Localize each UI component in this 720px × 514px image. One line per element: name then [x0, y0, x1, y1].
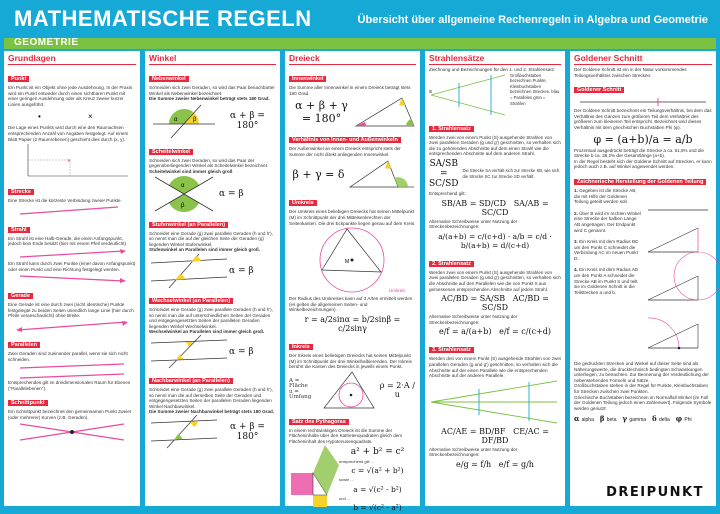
- text-regel: In der Regel besteht sich der Goldene Schnitt auf Strecken, er kann jedoch auch z.B. auf Winkel angewendet werden.: [574, 158, 712, 170]
- text-schnittpunkt: Ein Schnittpunkt bezeichnet den gemeinsamen Punkt zweier (oder mehrerer) Kurven (z.B. Geraden).: [8, 409, 132, 420]
- formula-s3-b: e/g = f/h e/f = g/h: [456, 459, 534, 469]
- alt-s1: Alternative Schreibweise unter Nutzung der Streckenbezeichnungen:: [429, 218, 518, 230]
- svg-text:S: S: [429, 88, 433, 94]
- rule-nebenwinkel: Die Summe zweier Nebenwinkel beträgt stets 180 Grad.: [149, 96, 270, 102]
- step-1: 1. Gegeben ist die Strecke AB, die mit Hilfe der Goldenen Teilung geteilt werden soll.: [574, 187, 637, 205]
- text-punkt: Ein Punkt ist ein Objekt ohne jede Ausdehnung. In der Praxis wird ein Punkt entweder durch einen sichtbaren Punkt mit einer geringen Ausdehnung oder als Kreuz zweier kurzer Linien ausgeführt.: [8, 85, 133, 107]
- formula-s1: SA/SB = SC/SD: [429, 158, 459, 189]
- svg-text:M: M: [345, 259, 350, 266]
- formula-wechselwinkel: α = β: [229, 346, 254, 357]
- alt-s3: Alternative Schreibweise unter Nutzung der Streckenbezeichnungen:: [429, 446, 518, 458]
- formula-stufenwinkel: α = β: [229, 265, 254, 276]
- rule-scheitelwinkel: Scheitelwinkel sind immer gleich groß: [149, 168, 233, 174]
- text-gerade: Eine Gerade ist eine durch zwei (nicht identische) Punkte festgelegte zu beiden Seiten unendlich lange Linie (hier durch Pfeile veranschaulicht) ohne Breite.: [8, 302, 134, 319]
- greek-alpha: α alpha: [574, 414, 594, 424]
- svg-text:•: •: [38, 112, 41, 122]
- text-parallelen: Zwei Geraden sind zueinander parallel, wenn sie sich nicht schneiden.: [8, 350, 128, 362]
- formula-nachbarwinkel: α + β = 180°: [230, 421, 265, 442]
- column-dreieck: [285, 51, 420, 513]
- umkreis-figure: [289, 226, 415, 296]
- sub-schnittpunkt: Schnittpunkt: [8, 400, 48, 406]
- goldener-schnitt-figure: [574, 96, 712, 108]
- sub-stufenwinkel: Stufenwinkel (an Parallelen): [149, 222, 228, 228]
- formula-s3: AC/AE = BD/BF CE/AC = DF/BD: [441, 426, 549, 445]
- parallelen-figure: [8, 362, 136, 380]
- konstruktion-figure: [644, 188, 712, 358]
- strahlensatz-3-figure: [429, 379, 559, 425]
- text-lage: Die Lage eines Punkts wird durch eine den Raumachsen entsprechenden Anzahl von Angaben festgelegt. Auf einem Blatt Papier (2 Raumrebenen) geschieht dies durch (x, y).: [8, 125, 129, 142]
- page-title: MATHEMATISCHE REGELN: [14, 6, 312, 31]
- sub-scheitelwinkel: Scheitelwinkel: [149, 149, 193, 155]
- formula-s2: AC/BD = SA/SB AC/BD = SC/SD: [441, 294, 549, 313]
- text-nachbarwinkel: Schneidet eine Gerade (g) zwei parallele Geraden (h und h'), so nennt man die auf derselben Seite der Geraden und entgegengesetzten Seiten der parallelen Geraden liegenden Winkel Nachbarwinkel.: [149, 386, 273, 409]
- formula-s1-c: a/(a+b) = c/(c+d) · a/b = c/d · b/(a+b) = d/(c+d): [438, 231, 552, 250]
- sub-innenwinkel: Innenwinkel: [289, 76, 326, 82]
- formula-scheitelwinkel: α = β: [219, 188, 244, 199]
- column-strahlensaetze: [425, 51, 565, 506]
- rule-nachbarwinkel: Die Summe zweier Nachbarwinkel beträgt stets 180 Grad.: [149, 409, 275, 415]
- text-pythagoras: In einem rechtwinkligen Dreieck ist die Summe der Flächeninhalte über den Kathetenquadraten gleich dem Flächeninhalt des Hypotenusenquadrats.: [289, 427, 403, 444]
- text-verhaeltnis: Der Außenwinkel an einem Dreieck entspricht stets der Summe der nicht direkt anliegenden Innenwinkel.: [289, 146, 401, 157]
- strahlensatz-figure: [429, 73, 507, 117]
- formula-phi: φ = (a+b)/a = a/b: [593, 132, 693, 146]
- brand-logo: DREIPUNKT: [606, 485, 704, 500]
- greek-symbols: [574, 414, 712, 423]
- text-s2: Werden zwei von einem Punkt (S) ausgehende Strahlen von zwei parallelen Geraden (g und g') geschnitten, so verhalten sich die Abschnitte auf den Parallelen wie die von Punkt S aus gemessenen entsprechenden Abschnitte auf jedem Strahl.: [429, 269, 561, 292]
- gerade-figure: [8, 319, 136, 333]
- svg-text:β: β: [193, 116, 197, 123]
- verhaeltnis-figure: [348, 157, 416, 191]
- strahl-figure-2: [8, 272, 136, 284]
- formula-verhaeltnis: β + γ = δ: [292, 167, 345, 181]
- text-umkreis: Der Umkreis eines beliebigen Dreiecks hat seinen Mittelpunkt (M) im Schnittpunkt der drei Mittelsenkrechten der Seitenkanten. Die drei Eckpunkte liegen genau auf dem Kreis.: [289, 209, 416, 226]
- column-winkel: [145, 51, 280, 506]
- sub-pythagoras: Satz des Pythagoras: [289, 419, 349, 425]
- sub-nebenwinkel: Nebenwinkel: [149, 76, 189, 82]
- text-hinweis: Die gedruckten Strecken und Winkel auf dieser Seite sind als Näherungswerte, die drucktechnisch bedingten Schwankungen unterliegen, zu betrachten. Zur Bennenung der Verdeutlichung der nebenstehenden Formeln und Sätze.: [574, 360, 709, 383]
- column-title: Winkel: [149, 53, 276, 65]
- text-nebenwinkel: Schneiden sich zwei Geraden, so wird das Paar benachbarter Winkel als Nebenwinkel bezeichnet.: [149, 85, 275, 96]
- formula-s2-b: e/f = a/(a+b) e/f = c/(c+d): [438, 327, 551, 337]
- entsprechend-s1: Entsprechend gilt:: [429, 190, 466, 196]
- text-s1: Werden zwei von einem Punkt (S) ausgehende Strahlen von zwei parallelen Geraden (g und g') geschnitten, so verhalten sich die zu gehörenden Abschnitte auf dem einen Strahl wie die entsprechenden Abschnitte auf dem anderen Strahl.: [429, 134, 561, 157]
- formula-inkreis: ρ = 2·A / u: [379, 380, 415, 399]
- text-legend: Großbuchstaben bezeichnen Punkte, Kleinbuchstaben bezeichnen Strecken. blau = Parallelen grün = Strahlen: [510, 72, 560, 106]
- sub-s2: 2. Strahlensatz: [429, 261, 474, 267]
- formula-innenwinkel: α + β + γ = 180°: [295, 99, 348, 126]
- strecke-figure: [8, 204, 136, 218]
- column-title: Goldener Schnitt: [574, 53, 712, 65]
- rule-stufenwinkel: Stufenwinkel an Parallelen sind immer gleich groß.: [149, 247, 261, 253]
- formula-s1-b: SB/AB = SD/CD SA/AB = SC/CD: [441, 198, 549, 217]
- pythagoras-f1: a² + b² = c²: [350, 446, 405, 457]
- pythagoras-f4: b = √(c² - a²): [353, 503, 402, 513]
- nebenwinkel-figure: [149, 102, 219, 140]
- column-title: Dreieck: [289, 53, 416, 65]
- text-intro: Zeichnung und Bezeichnungen für den 1. und 2. Strahlensatz:: [429, 67, 556, 72]
- sub-gerade: Gerade: [8, 293, 33, 299]
- column-grundlagen: [4, 51, 140, 506]
- text-innenwinkel: Die Summe aller Innenwinkel in einem Dreieck beträgt stets 180 Grad.: [289, 85, 411, 96]
- umkreis-caption: Umkreis: [389, 288, 406, 294]
- note-s1: Die Strecke SA verhält sich zur Strecke SB, wie sich die Strecke SC zur Strecke SD verhält.: [462, 168, 560, 179]
- column-goldener-schnitt: [570, 51, 716, 506]
- sub-herstellung: Zeichnerische Herstellung der Goldenen Teilung: [574, 179, 706, 185]
- column-title: Strahlensätze: [429, 53, 561, 65]
- punkt-figure: [8, 107, 136, 125]
- schnittpunkt-figure: [8, 420, 136, 442]
- text-stufenwinkel: Schneidet eine Gerade (g) zwei parallele Geraden (h und h'), so nennt man die auf der gleichen Seite der Geraden (g) liegenden Winkel Stufenwinkel.: [149, 230, 273, 247]
- pythagoras-small2: sowie ...: [339, 477, 354, 483]
- column-title: Grundlagen: [8, 53, 136, 65]
- section-bar: [4, 38, 716, 49]
- text-s3: Werden drei von einem Punkt (S) ausgehende Strahlen von zwei parallelen Geraden (g und g') geschnitten, so verhalten sich die Abschnitte auf der einen Parallele wie die entsprechenden Abschnitte auf der anderen Parallele.: [429, 356, 561, 379]
- sub-nachbarwinkel: Nachbarwinkel (an Parallelen): [149, 378, 233, 384]
- alt-s2: Alternative Schreibweise unter Nutzung der Streckenbezeichnungen:: [429, 314, 518, 325]
- text-prozent: Prozentual ausgedrückt beträgt die Strecke a ca. 61,8% und die Strecke b ca. 38,2% der Gesamtlänge (a+b).: [574, 147, 704, 159]
- text-griechisch: Griechische Buchstaben bezeichnen im Normalfall Winkel (im Fall der Goldenen Teilung jedoch einen Zahlenwert). Folgende Symbole werden genutzt:: [574, 394, 712, 411]
- innenwinkel-figure: [354, 96, 416, 128]
- text-intro: Der Goldene Schnitt ist ein in der Natur vorkommendes Teilungsverhältnis zwischen Strecken.: [574, 67, 687, 78]
- text-strahl: Ein Strahl ist eine Halb-Gerade, die einen Anfangspunkt, jedoch kein Ende besitzt (hier mit einem Pfeil verdeutlicht).: [8, 235, 128, 247]
- sub-goldener-schnitt: Goldener Schnitt: [574, 87, 624, 93]
- sub-strahl: Strahl: [8, 227, 30, 233]
- formula-umkreis: r = a/2sinα = b/2sinβ = c/2sinγ: [304, 314, 401, 333]
- svg-text:α: α: [181, 182, 185, 189]
- scheitelwinkel-figure: [149, 175, 219, 213]
- step-3: 3. Ein Kreis mit dem Radius BC um den Punkt C schneidet die Verbindung AC im neuen Punkt D.: [574, 239, 639, 261]
- formula-nebenwinkel: α + β = 180°: [230, 110, 265, 131]
- step-2: 2. Über B wird im rechten Winkel eine Strecke der halben Länge AB angetragen. Der Endpunkt wird C genannt.: [574, 210, 641, 233]
- inkreis-figure: [322, 370, 376, 410]
- text-inkreis: Der Inkreis eines beliebigen Dreiecks hat seinen Mittelpunkt (M) im Schnittpunkt der drei Winkelhalbierenden. Der Inkreis berührt die Kanten des Dreiecks in jeweils einem Punkt.: [289, 352, 412, 370]
- text-goldener-schnitt: Der Goldene Schnitt bezeichnet ein Teilungsverhältnis, bei dem das Verhältnis des Ganzen zum größeren Teil dem Verhältnis des größeren zum kleineren Teil entspricht. Bezeichnet wird dieses Verhältnis mit dem griechischen Buchstaben Phi (φ).: [574, 108, 712, 130]
- inkreis-f2: u = Umfang: [289, 388, 312, 401]
- section-label: GEOMETRIE: [14, 37, 79, 48]
- greek-beta: β beta: [599, 414, 617, 424]
- greek-gamma: γ gamma: [622, 414, 647, 424]
- pythagoras-figure: [289, 445, 339, 507]
- sub-umkreis: Umkreis: [289, 200, 317, 206]
- stufenwinkel-figure: [149, 253, 229, 289]
- text-strahl-2: Ein Strahl kann durch zwei Punkte (einer davon Anfangspunkt) oder einen Punkt und eine Richtung festgelegt werden.: [8, 260, 136, 272]
- wechselwinkel-figure: [149, 335, 229, 369]
- text-scheitelwinkel: Schneiden sich zwei Geraden, so wird das Paar der gegenüberliegenden Winkel als Scheitelwinkel bezeichnet.: [149, 157, 269, 169]
- text-umkreis-2: Der Radius des Umkreises kann auf 3 Arten ermittelt werden (es gelten die allgemeinen Seiten- und Winkelbezeichnungen).: [289, 296, 413, 313]
- strahl-figure-1: [8, 247, 136, 261]
- sub-inkreis: Inkreis: [289, 344, 313, 350]
- greek-delta: δ delta: [652, 414, 670, 424]
- greek-phi: φ Phi: [675, 414, 692, 424]
- svg-text:×: ×: [67, 158, 72, 166]
- svg-text:×: ×: [88, 112, 93, 122]
- text-buchstaben: Großbuchstaben stehen in der Regel für Punkte, Kleinbuchstaben für Strecken zwischen zwei Punkten.: [574, 383, 709, 394]
- page-subtitle: Übersicht über allgemeine Rechenregeln in Algebra und Geometrie: [357, 14, 708, 26]
- sub-verhaeltnis: Verhältnis von Innen- und Außenwinkeln: [289, 137, 401, 143]
- text-wechselwinkel: Schneidet eine Gerade (g) zwei parallele Geraden (h und h'), so nennt man die auf unterschiedlichen Seiten der Geraden und entgegengesetzten Seiten der parallelen Geraden liegenden Winkel Wechselwinkel.: [149, 306, 273, 329]
- pythagoras-small1: entsprechend gilt ...: [339, 458, 374, 464]
- svg-text:α: α: [174, 116, 178, 123]
- text-parallelen-2: Entsprechendes gilt im dreidimensionalen Raum für Ebenen ("Parallelebenen").: [8, 380, 131, 391]
- sub-s1: 1. Strahlensatz: [429, 126, 474, 132]
- pythagoras-f2: c = √(a² + b²): [351, 466, 404, 476]
- sub-strecke: Strecke: [8, 189, 34, 195]
- nachbarwinkel-figure: [149, 415, 219, 449]
- pythagoras-small3: und ...: [339, 495, 351, 501]
- rule-wechselwinkel: Wechselwinkel an Parallelen sind immer gleich groß.: [149, 329, 265, 335]
- sub-parallelen: Parallelen: [8, 342, 40, 348]
- koordinaten-figure: [8, 142, 136, 180]
- svg-text:β: β: [181, 202, 185, 209]
- inkreis-f1: A = Fläche: [289, 377, 308, 390]
- text-strecke: Eine Strecke ist die kürzeste Verbindung zweier Punkte.: [8, 198, 122, 204]
- sub-punkt: Punkt: [8, 76, 29, 82]
- sub-wechselwinkel: Wechselwinkel (an Parallelen): [149, 298, 233, 304]
- pythagoras-f3: a = √(c² - b²): [353, 484, 402, 494]
- sub-s3: 3. Strahlensatz: [429, 347, 474, 353]
- step-4: 4. Ein Kreis mit dem Radius AD um den Punkt A schneidet die Strecke AB im Punkt S und teilt sie im Goldenen Schnitt in die Teilstrecken a und b.: [574, 267, 639, 295]
